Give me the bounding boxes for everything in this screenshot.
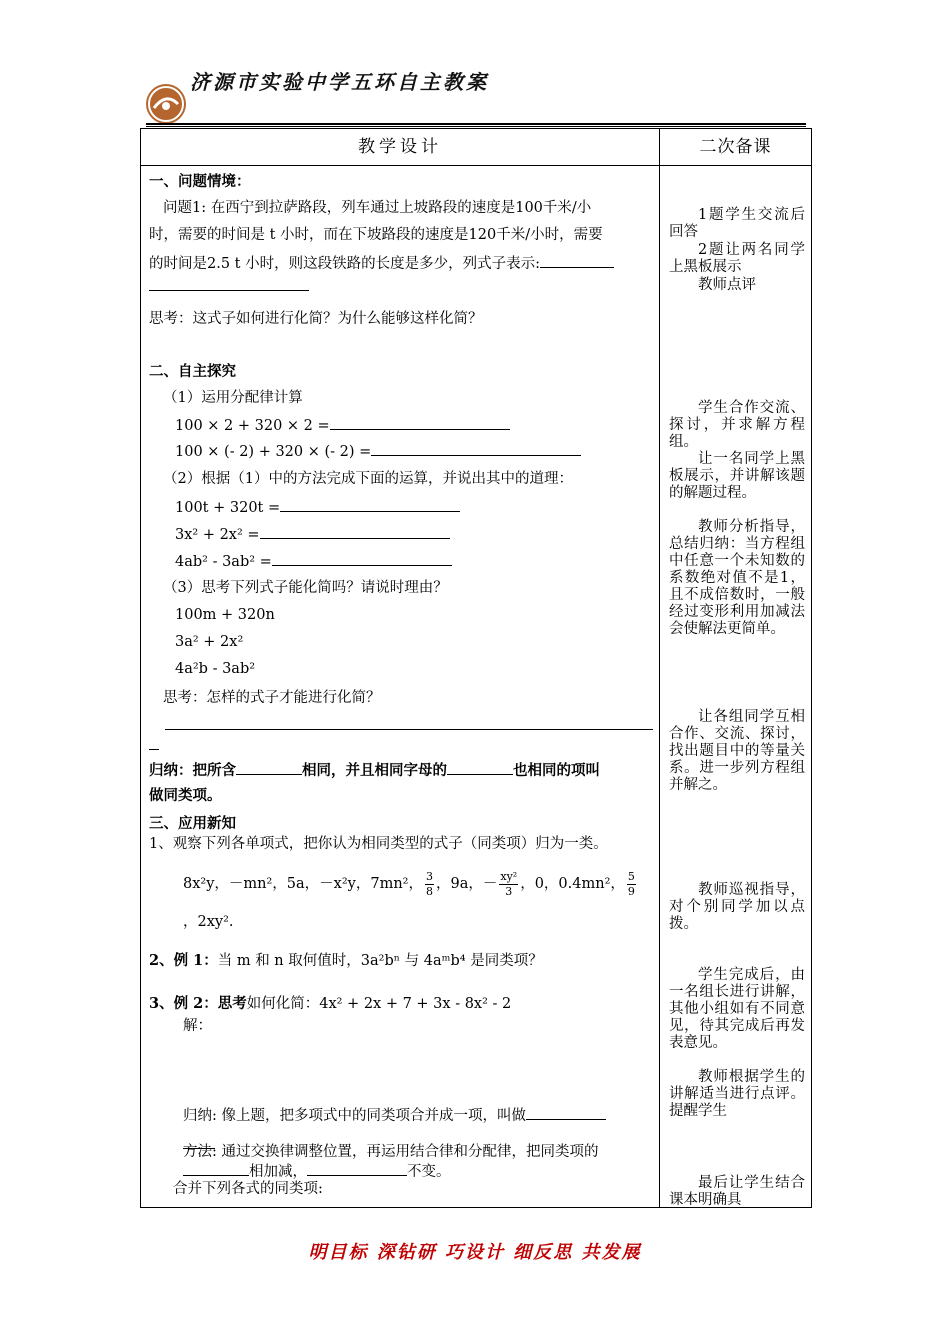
expr-3-blank [280,496,460,512]
method-line-1: 方法: 通过交换律调整位置，再运用结合律和分配律，把同类项的 [183,1144,599,1160]
fraction-2-denominator: 3 [505,884,513,898]
example-2-math: 4x² + 2x + 7 + 3x - 8x² - 2 [319,996,512,1012]
summary-line-1 [149,759,600,781]
header-rule-thin [146,126,806,127]
problem-line-2: 时，需要的时间是 t 小时，而在下坡路段的速度是120千米/小时，需要 [149,227,603,243]
problem-line-1: 问题1: 在西宁到拉萨路段，列车通过上坡路段的速度是100千米/小 [163,200,592,216]
expr-4 [175,523,450,545]
summary-part-b: 相同，并且相同字母的 [302,762,447,779]
fraction-3-denominator: 9 [627,884,635,898]
fraction-1-denominator: 8 [426,884,433,898]
example-1-end: 是同类项？ [465,953,543,969]
expr-3-value: 100t + 320t = [175,500,281,516]
header-row-divider [141,165,811,166]
footer-motto: 明目标 深钻研 巧设计 细反思 共发展 [308,1242,642,1263]
school-title: 济源市实验中学五环自主教案 [190,70,489,94]
example-2-label: 3、例 2：思考 [149,995,247,1012]
expr-6: 100m + 320n [175,607,275,623]
side-note-4-text: 学生合作交流、探讨，并求解方程组。 [669,400,805,450]
side-note-1 [669,207,805,241]
expr-2-blank [371,440,581,456]
expr-5-blank [272,550,452,566]
side-note-7-text: 让各组同学互相合作、交流、探讨，找出题目中的等量关系。进一步列方程组并解之。 [669,709,805,793]
side-note-10-text: 教师根据学生的讲解适当进行点评。提醒学生 [669,1069,805,1119]
expr-3 [175,496,460,518]
method-part-b: 相加减， [249,1164,307,1180]
fraction-3-numerator: 5 [627,869,635,883]
side-note-6 [669,519,805,638]
expr-5 [175,550,452,572]
side-note-2 [669,242,805,276]
think-2-blank-tail [149,749,159,750]
summary-part-c: 也相同的项叫 [513,762,600,779]
fraction-xy2-3 [499,870,518,899]
answer-blank-line [149,290,309,291]
question-2: （2）根据（1）中的方法完成下面的运算，并说出其中的道理： [163,471,573,487]
think-1: 思考：这式子如何进行化简？为什么能够这样化简？ [149,311,483,327]
col-header-design: 教学设计 [358,137,442,157]
side-note-3 [669,277,805,294]
example-1-label: 2、例 1： [149,952,218,969]
side-note-11 [669,1175,805,1209]
fraction-5-9 [627,870,636,899]
summary-part-a: 归纳：把所含 [149,762,236,779]
method-part-c: 不变。 [407,1164,451,1180]
side-note-8 [669,882,805,933]
side-note-5 [669,451,805,502]
expr-5-value: 4ab² - 3ab² = [175,554,272,570]
question-1: （1）运用分配律计算 [163,390,303,406]
example-2 [149,994,511,1014]
summary-blank-1 [236,759,302,775]
expr-4-value: 3x² + 2x² = [175,527,260,543]
side-note-2-text: 2题让两名同学上黑板展示 [669,242,805,275]
logo-emblem-icon [146,84,186,124]
think-2: 思考：怎样的式子才能进行化简？ [163,690,381,706]
summary-2-text: 归纳: 像上题，把多项式中的同类项合并成一项，叫做 [183,1108,526,1124]
fraction-1-numerator: 3 [426,869,433,883]
answer-blank [540,252,614,268]
monomial-list [183,867,638,901]
fraction-3-8 [425,870,434,899]
summary-2-blank [526,1104,606,1120]
section-1-title: 一、问题情境： [149,173,251,190]
problem-line-3 [149,252,614,274]
terms-b: ，9a，－ [436,876,498,892]
question-3: （3）思考下列式子能化简吗？请说时理由？ [163,580,448,596]
side-note-11-text: 最后让学生结合课本明确具 [669,1175,805,1208]
fraction-2-numerator: xy² [500,869,518,883]
column-divider [659,129,660,1207]
side-note-5-text: 让一名同学上黑板展示，并讲解该题的解题过程。 [669,451,805,501]
method-blank-1 [183,1160,249,1176]
side-note-1-text: 1题学生交流后回答 [669,207,805,240]
side-note-6-text: 教师分析指导，总结归纳：当方程组中任意一个未知数的系数绝对值不是1，且不成倍数时，一般经过变形利用加减法会使解法更简单。 [669,519,805,637]
expr-1 [175,414,510,436]
think-2-blank-line [165,729,653,730]
section-2-title: 二、自主探究 [149,363,236,380]
col-header-second-prep: 二次备课 [699,137,772,157]
example-2-text: 如何化简： [246,996,320,1012]
expr-2-value: 100 × (- 2) + 320 × (- 2) = [175,444,372,460]
side-note-9 [669,967,805,1052]
combine-prompt: 合并下列各式的同类项: [173,1181,323,1197]
summary-blank-2 [447,759,513,775]
side-note-9-text: 学生完成后，由一名组长进行讲解，其他小组如有不同意见，待其完成后再发表意见。 [669,967,805,1051]
side-note-3-text: 教师点评 [698,277,756,293]
expr-1-blank [330,414,510,430]
problem-line-3-text: 的时间是2.5 t 小时，则这段铁路的长度是多少，列式子表示: [149,256,540,272]
header-rule [146,123,806,125]
summary-line-2: 做同类项。 [149,787,222,804]
expr-7: 3a² + 2x² [175,634,244,650]
side-note-4 [669,400,805,451]
terms-a: 8x²y，－mn²，5a，－x²y，7mn²， [183,876,423,892]
expr-1-value: 100 × 2 + 320 × 2 = [175,418,330,434]
expr-2 [175,440,581,462]
side-note-8-text: 教师巡视指导，对个别同学加以点拨。 [669,882,805,932]
school-logo [146,84,186,124]
lesson-table [140,128,812,1208]
expr-4-blank [260,523,450,539]
section-3-title: 三、应用新知 [149,815,236,832]
terms-tail: ，2xy². [183,914,234,930]
terms-c: ，0，0.4mn²， [520,876,625,892]
expr-8: 4a²b - 3ab² [175,661,256,677]
example-1 [149,951,543,971]
side-note-10 [669,1069,805,1120]
exercise-1: 1、观察下列各单项式，把你认为相同类型的式子（同类项）归为一类。 [149,836,608,852]
example-1-text: 当 m 和 n 取何值时， [217,953,361,969]
example-1-math: 3a²bⁿ 与 4aᵐb⁴ [360,953,466,969]
method-blank-2 [307,1160,407,1176]
summary-2 [183,1104,606,1126]
solution-label: 解： [183,1018,212,1034]
side-note-7 [669,709,805,794]
